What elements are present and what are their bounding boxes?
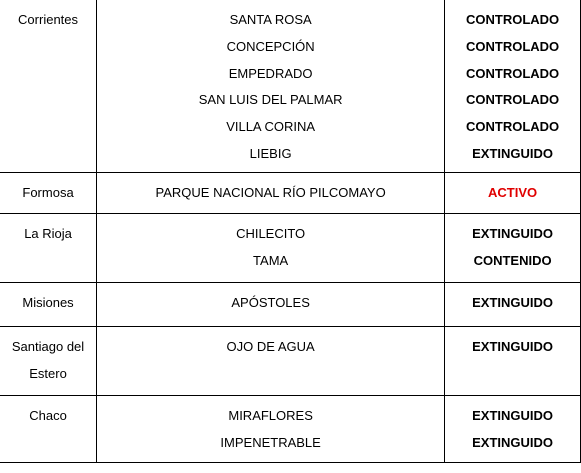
table-row-santiago-del-estero (0, 327, 581, 396)
province-name: Misiones (22, 295, 74, 310)
status-label: EXTINGUIDO (472, 339, 554, 354)
place-name: TAMA (253, 252, 289, 268)
place-name: LIEBIG (249, 145, 292, 161)
place-cell (97, 327, 445, 396)
table-row-misiones (0, 283, 581, 327)
place-name: OJO DE AGUA (226, 339, 315, 354)
province-cell (0, 396, 97, 463)
status-label-active: ACTIVO (488, 185, 538, 200)
province-cell (0, 283, 97, 327)
place-name: CONCEPCIÓN (226, 38, 315, 54)
place-name: PARQUE NACIONAL RÍO PILCOMAYO (155, 185, 386, 200)
status-label: EXTINGUIDO (472, 226, 554, 241)
table-row-corrientes (0, 0, 581, 173)
place-name: SAN LUIS DEL PALMAR (198, 92, 343, 108)
province-name: Formosa (22, 185, 74, 200)
status-cell (445, 214, 581, 283)
place-name: VILLA CORINA (226, 119, 316, 135)
status-cell (445, 0, 581, 173)
status-cell (445, 327, 581, 396)
table-row-la-rioja (0, 214, 581, 283)
place-cell (97, 214, 445, 283)
table-row-formosa (0, 173, 581, 214)
place-cell (97, 0, 445, 173)
province-name: Corrientes (18, 12, 79, 27)
table-row-chaco (0, 396, 581, 463)
province-cell (0, 173, 97, 214)
province-name: Santiago del (11, 339, 85, 354)
place-cell (97, 396, 445, 463)
province-cell (0, 214, 97, 283)
status-cell (445, 283, 581, 327)
status-label: EXTINGUIDO (472, 145, 554, 161)
place-name: APÓSTOLES (231, 295, 310, 310)
province-name: La Rioja (24, 226, 72, 241)
place-cell (97, 283, 445, 327)
province-cell (0, 327, 97, 396)
status-label: CONTROLADO (466, 92, 560, 108)
province-cell (0, 0, 97, 173)
status-label: CONTENIDO (473, 252, 552, 268)
status-label: CONTROLADO (466, 65, 560, 81)
status-cell (445, 173, 581, 214)
province-name: Estero (29, 365, 67, 381)
place-name: CHILECITO (236, 226, 306, 241)
status-cell (445, 396, 581, 463)
status-label: CONTROLADO (466, 38, 560, 54)
place-name: IMPENETRABLE (220, 434, 321, 450)
status-label: EXTINGUIDO (472, 295, 554, 310)
place-cell (97, 173, 445, 214)
province-name: Chaco (29, 408, 67, 423)
status-label: CONTROLADO (466, 119, 560, 135)
status-label: CONTROLADO (466, 12, 560, 27)
place-name: EMPEDRADO (228, 65, 313, 81)
status-label: EXTINGUIDO (472, 408, 554, 423)
place-name: MIRAFLORES (228, 408, 313, 423)
place-name: SANTA ROSA (229, 12, 312, 27)
status-label: EXTINGUIDO (472, 434, 554, 450)
